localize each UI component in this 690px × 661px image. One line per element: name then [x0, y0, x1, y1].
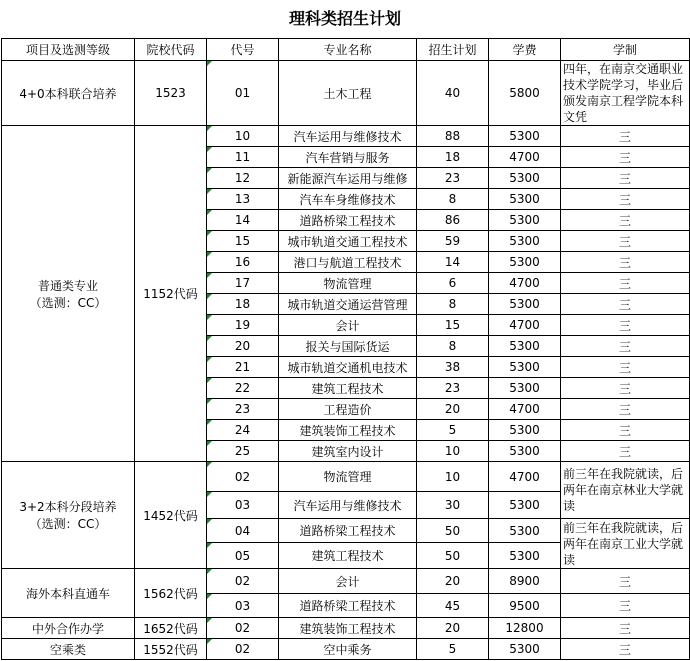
column-header: 专业名称 [279, 39, 417, 61]
code-cell: 15 [207, 231, 279, 252]
plan-cell: 20 [417, 618, 489, 639]
major-cell: 报关与国际货运 [279, 336, 417, 357]
project-line: 3+2本科分段培养 [19, 500, 117, 514]
plan-cell: 14 [417, 252, 489, 273]
fee-cell: 5300 [489, 357, 561, 378]
page-title: 理科类招生计划 [288, 9, 401, 28]
plan-cell: 88 [417, 126, 489, 147]
project-line: （选测：CC） [29, 517, 107, 531]
table-row [2, 639, 690, 660]
code-cell: 23 [207, 399, 279, 420]
plan-cell: 5 [417, 420, 489, 441]
term-cell: 三 [561, 441, 690, 462]
plan-cell: 30 [417, 492, 489, 519]
code-cell: 02 [207, 639, 279, 660]
fee-cell: 5300 [489, 519, 561, 543]
project-cell [2, 61, 135, 126]
fee-cell: 5300 [489, 378, 561, 399]
school-code-cell: 1552代码 [135, 639, 207, 660]
project-line: 4+0本科联合培养 [19, 86, 117, 101]
fee-cell: 4700 [489, 315, 561, 336]
term-cell: 三 [561, 315, 690, 336]
plan-cell: 45 [417, 594, 489, 618]
table-row [2, 462, 690, 492]
major-cell: 会计 [279, 315, 417, 336]
major-cell: 工程造价 [279, 399, 417, 420]
column-header: 项目及选测等级 [2, 39, 135, 61]
plan-cell: 50 [417, 543, 489, 569]
code-cell: 20 [207, 336, 279, 357]
fee-cell: 8900 [489, 569, 561, 594]
project-line: 空乘类 [49, 642, 86, 657]
major-cell: 道路桥梁工程技术 [279, 519, 417, 543]
school-code-cell: 1652代码 [135, 618, 207, 639]
major-cell: 建筑装饰工程技术 [279, 420, 417, 441]
fee-cell: 5300 [489, 168, 561, 189]
project-cell [2, 126, 135, 462]
term-cell: 三 [561, 378, 690, 399]
project-line: 普通类专业 [37, 278, 98, 293]
fee-cell: 5800 [489, 61, 561, 126]
code-cell: 17 [207, 273, 279, 294]
project-line: （选测：CC） [29, 295, 107, 310]
major-cell: 新能源汽车运用与维修 [279, 168, 417, 189]
school-code-cell: 1562代码 [135, 569, 207, 618]
term-cell: 三 [561, 126, 690, 147]
plan-cell: 20 [417, 569, 489, 594]
plan-cell: 50 [417, 519, 489, 543]
major-cell: 土木工程 [279, 61, 417, 126]
fee-cell: 5300 [489, 543, 561, 569]
plan-cell: 18 [417, 147, 489, 168]
major-cell: 汽车运用与维修技术 [279, 492, 417, 519]
plan-cell: 15 [417, 315, 489, 336]
column-header: 学制 [561, 39, 690, 61]
plan-cell: 59 [417, 231, 489, 252]
term-cell: 三 [561, 210, 690, 231]
plan-cell: 6 [417, 273, 489, 294]
fee-cell: 5300 [489, 189, 561, 210]
term-cell: 三 [561, 168, 690, 189]
major-cell: 汽车运用与维修技术 [279, 126, 417, 147]
code-cell: 10 [207, 126, 279, 147]
fee-cell: 5300 [489, 252, 561, 273]
project-cell [2, 639, 135, 660]
code-cell: 14 [207, 210, 279, 231]
term-cell: 三 [561, 273, 690, 294]
column-header: 代号 [207, 39, 279, 61]
term-note-cell: 四年，在南京交通职业技术学院学习，毕业后颁发南京工程学院本科文凭 [561, 61, 690, 126]
term-cell: 三 [561, 336, 690, 357]
school-code-cell: 1452代码 [135, 462, 207, 569]
fee-cell: 12800 [489, 618, 561, 639]
major-cell: 城市轨道交通工程技术 [279, 231, 417, 252]
major-cell: 物流管理 [279, 273, 417, 294]
table-row [2, 61, 690, 126]
column-header: 学费 [489, 39, 561, 61]
term-cell: 三 [561, 420, 690, 441]
plan-cell: 10 [417, 462, 489, 492]
term-cell: 三 [561, 594, 690, 618]
plan-cell: 5 [417, 639, 489, 660]
plan-cell: 10 [417, 441, 489, 462]
code-cell: 01 [207, 61, 279, 126]
code-cell: 19 [207, 315, 279, 336]
code-cell: 25 [207, 441, 279, 462]
major-cell: 港口与航道工程技术 [279, 252, 417, 273]
plan-cell: 20 [417, 399, 489, 420]
code-cell: 02 [207, 618, 279, 639]
school-code-cell: 1152代码 [135, 126, 207, 462]
fee-cell: 5300 [489, 294, 561, 315]
fee-cell: 4700 [489, 273, 561, 294]
plan-cell: 8 [417, 336, 489, 357]
term-cell: 三 [561, 147, 690, 168]
code-cell: 04 [207, 519, 279, 543]
major-cell: 空中乘务 [279, 639, 417, 660]
term-cell: 三 [561, 618, 690, 639]
plan-cell: 23 [417, 378, 489, 399]
major-cell: 道路桥梁工程技术 [279, 210, 417, 231]
project-line: 中外合作办学 [31, 621, 104, 636]
major-cell: 建筑室内设计 [279, 441, 417, 462]
table-row [2, 126, 690, 147]
project-cell [2, 462, 135, 569]
enrollment-table [1, 38, 690, 660]
fee-cell: 5300 [489, 420, 561, 441]
code-cell: 03 [207, 594, 279, 618]
term-cell: 三 [561, 252, 690, 273]
project-cell [2, 618, 135, 639]
fee-cell: 5300 [489, 336, 561, 357]
plan-cell: 40 [417, 61, 489, 126]
major-cell: 建筑装饰工程技术 [279, 618, 417, 639]
column-header: 招生计划 [417, 39, 489, 61]
fee-cell: 4700 [489, 462, 561, 492]
plan-cell: 8 [417, 189, 489, 210]
code-cell: 02 [207, 569, 279, 594]
table-row [2, 618, 690, 639]
fee-cell: 5300 [489, 639, 561, 660]
code-cell: 05 [207, 543, 279, 569]
code-cell: 12 [207, 168, 279, 189]
major-cell: 城市轨道交通运营管理 [279, 294, 417, 315]
project-line: 海外本科直通车 [25, 586, 110, 601]
code-cell: 11 [207, 147, 279, 168]
plan-cell: 8 [417, 294, 489, 315]
term-cell: 三 [561, 189, 690, 210]
code-cell: 18 [207, 294, 279, 315]
major-cell: 汽车营销与服务 [279, 147, 417, 168]
column-header: 院校代码 [135, 39, 207, 61]
plan-cell: 23 [417, 168, 489, 189]
table-header-row [2, 39, 690, 61]
term-cell: 三 [561, 231, 690, 252]
code-cell: 02 [207, 462, 279, 492]
plan-cell: 86 [417, 210, 489, 231]
fee-cell: 5300 [489, 492, 561, 519]
major-cell: 城市轨道交通机电技术 [279, 357, 417, 378]
fee-cell: 5300 [489, 126, 561, 147]
fee-cell: 5300 [489, 231, 561, 252]
code-cell: 24 [207, 420, 279, 441]
fee-cell: 4700 [489, 147, 561, 168]
term-cell: 三 [561, 569, 690, 594]
term-cell: 三 [561, 399, 690, 420]
code-cell: 21 [207, 357, 279, 378]
term-cell: 三 [561, 639, 690, 660]
major-cell: 建筑工程技术 [279, 378, 417, 399]
major-cell: 建筑工程技术 [279, 543, 417, 569]
term-cell: 三 [561, 357, 690, 378]
school-code-cell: 1523 [135, 61, 207, 126]
major-cell: 汽车车身维修技术 [279, 189, 417, 210]
code-cell: 22 [207, 378, 279, 399]
fee-cell: 9500 [489, 594, 561, 618]
major-cell: 物流管理 [279, 462, 417, 492]
term-cell: 三 [561, 294, 690, 315]
term-note-cell: 前三年在我院就读，后两年在南京工业大学就读 [561, 519, 690, 569]
fee-cell: 5300 [489, 441, 561, 462]
fee-cell: 5300 [489, 210, 561, 231]
code-cell: 16 [207, 252, 279, 273]
term-note-cell: 前三年在我院就读，后两年在南京林业大学就读 [561, 462, 690, 519]
fee-cell: 4700 [489, 399, 561, 420]
code-cell: 13 [207, 189, 279, 210]
plan-cell: 38 [417, 357, 489, 378]
project-cell [2, 569, 135, 618]
major-cell: 会计 [279, 569, 417, 594]
major-cell: 道路桥梁工程技术 [279, 594, 417, 618]
code-cell: 03 [207, 492, 279, 519]
table-row [2, 569, 690, 594]
